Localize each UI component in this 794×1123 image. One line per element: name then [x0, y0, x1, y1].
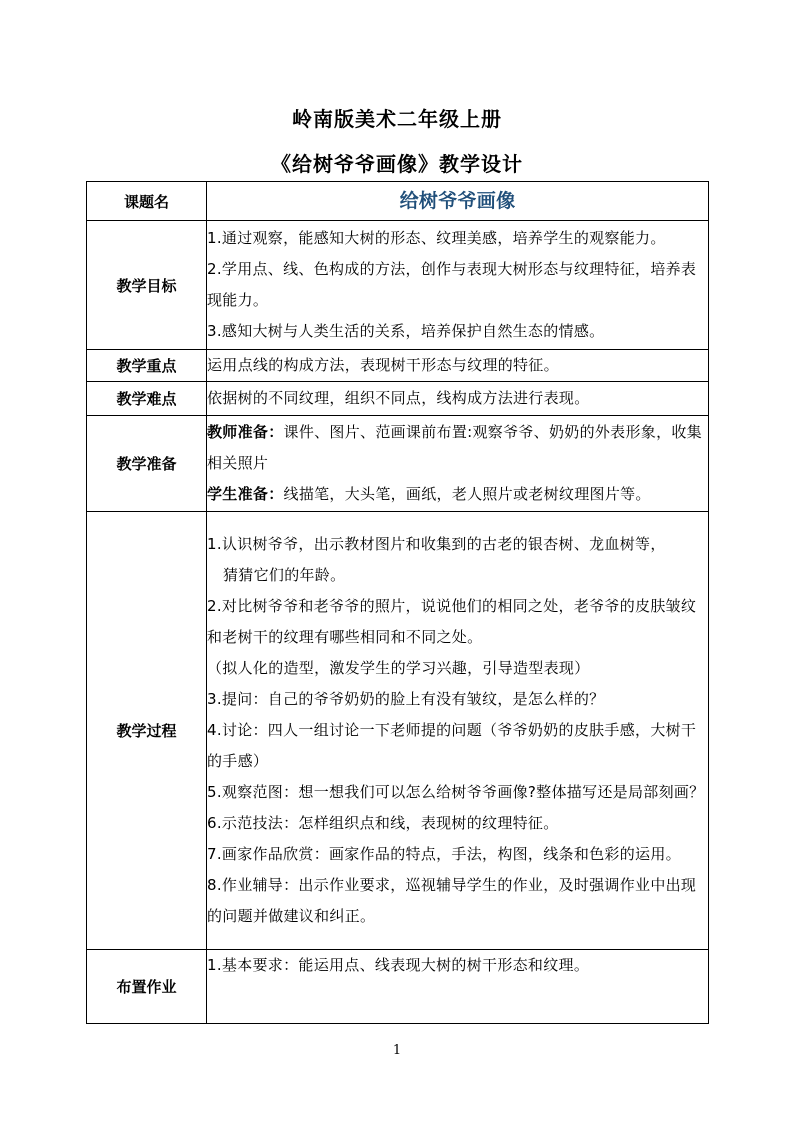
- preparation-content: [207, 416, 709, 512]
- homework-item: 1.基本要求：能运用点、线表现大树的树干形态和纹理。: [207, 956, 590, 974]
- student-prefix: 学生准备：: [207, 485, 284, 503]
- topic-value: 给树爷爷画像: [207, 182, 709, 221]
- process-content: [207, 512, 709, 950]
- process-note: （拟人化的造型，激发学生的学习兴趣，引导造型表现）: [207, 659, 590, 677]
- goal-item: 2.学用点、线、色构成的方法，创作与表现大树形态与纹理特征，培养表现能力。: [207, 260, 697, 309]
- goal-item: 1.通过观察，能感知大树的形态、纹理美感，培养学生的观察能力。: [207, 229, 666, 247]
- label-key-points: 教学重点: [87, 350, 207, 382]
- teacher-prefix: 教师准备：: [207, 423, 284, 441]
- process-step: 2.对比树爷爷和老爷爷的照片，说说他们的相同之处，老爷爷的皮肤皱纹和老树干的纹理有哪些相同和不同之处。: [207, 597, 697, 646]
- row-topic: [87, 182, 709, 221]
- row-process: [87, 512, 709, 950]
- process-step: 6.示范技法：怎样组织点和线，表现树的纹理特征。: [207, 814, 559, 832]
- row-key-points: [87, 350, 709, 382]
- process-step: 3.提问：自己的爷爷奶奶的脸上有没有皱纹，是怎么样的？: [207, 690, 605, 708]
- label-homework: 布置作业: [87, 950, 207, 1024]
- label-preparation: 教学准备: [87, 416, 207, 512]
- process-step: 猜猜它们的年龄。: [223, 566, 346, 584]
- row-difficulties: [87, 382, 709, 416]
- label-goals: 教学目标: [87, 221, 207, 350]
- student-preparation: [207, 479, 708, 510]
- key-points-value: 运用点线的构成方法，表现树干形态与纹理的特征。: [207, 350, 709, 382]
- process-step: 5.观察范图：想一想我们可以怎么给树爷爷画像?整体描写还是局部刻画？: [207, 783, 705, 801]
- process-step: 8.作业辅导：出示作业要求，巡视辅导学生的作业，及时强调作业中出现的问题并做建议和纠正。: [207, 876, 697, 925]
- homework-content: [207, 950, 709, 1024]
- lesson-plan-table: [86, 181, 709, 1024]
- document-subtitle: 《给树爷爷画像》教学设计: [271, 152, 523, 176]
- goal-item: 3.感知大树与人类生活的关系，培养保护自然生态的情感。: [207, 322, 605, 340]
- teacher-preparation: [207, 417, 708, 479]
- label-difficulties: 教学难点: [87, 382, 207, 416]
- label-topic: 课题名: [87, 182, 207, 221]
- row-goals: [87, 221, 709, 350]
- document-title: 岭南版美术二年级上册: [292, 107, 502, 131]
- process-step: 7.画家作品欣赏：画家作品的特点，手法，构图，线条和色彩的运用。: [207, 845, 681, 863]
- goals-content: [207, 221, 709, 350]
- process-step: 1.认识树爷爷，出示教材图片和收集到的古老的银杏树、龙血树等，: [207, 535, 666, 553]
- page-number: 1: [392, 1043, 402, 1058]
- label-process: 教学过程: [87, 512, 207, 950]
- row-homework: [87, 950, 709, 1024]
- student-text: 线描笔，大头笔，画纸，老人照片或老树纹理图片等。: [283, 485, 651, 503]
- difficulties-value: 依据树的不同纹理，组织不同点，线构成方法进行表现。: [207, 382, 709, 416]
- teacher-text: 课件、图片、范画课前布置:观察爷爷、奶奶的外表形象，收集相关照片: [207, 423, 702, 472]
- process-step: 4.讨论：四人一组讨论一下老师提的问题（爷爷奶奶的皮肤手感，大树干的手感）: [207, 721, 697, 770]
- row-preparation: [87, 416, 709, 512]
